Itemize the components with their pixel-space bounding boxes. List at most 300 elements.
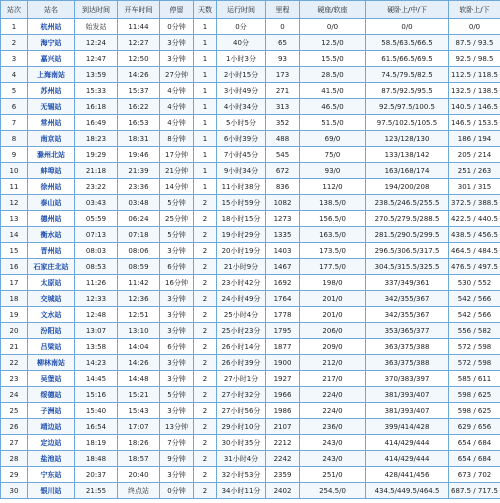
station-name[interactable] [28, 19, 75, 35]
stop-number: 25 [1, 403, 28, 419]
departure-time: 18:57 [118, 451, 160, 467]
station-name[interactable] [28, 131, 75, 147]
arrival-time: 12:24 [75, 35, 118, 51]
station-link[interactable]: 德州站 [40, 214, 62, 223]
day-number: 1 [194, 83, 217, 99]
day-number: 2 [194, 243, 217, 259]
stop-duration: 25分钟 [160, 211, 194, 227]
arrival-time: 12:48 [75, 307, 118, 323]
station-name[interactable] [28, 275, 75, 291]
running-time: 21小时9分 [217, 259, 266, 275]
departure-time: 08:06 [118, 243, 160, 259]
station-link[interactable]: 银川站 [40, 486, 62, 495]
table-row [1, 419, 500, 435]
stop-number: 3 [1, 51, 28, 67]
day-number: 2 [194, 435, 217, 451]
distance: 545 [266, 147, 300, 163]
table-row [1, 35, 500, 51]
station-link[interactable]: 吴堡站 [40, 374, 62, 383]
table-row [1, 19, 500, 35]
stop-number: 17 [1, 275, 28, 291]
stop-number: 30 [1, 483, 28, 499]
stop-number: 1 [1, 19, 28, 35]
station-link[interactable]: 绥德站 [40, 390, 62, 399]
table-row [1, 243, 500, 259]
hard-sleeper-fare: 74.5/79.5/82.5 [366, 67, 449, 83]
stop-number: 24 [1, 387, 28, 403]
table-row [1, 355, 500, 371]
day-number: 2 [194, 355, 217, 371]
hard-seat-fare: 251/0 [300, 467, 366, 483]
departure-time: 11:44 [118, 19, 160, 35]
day-number: 2 [194, 307, 217, 323]
departure-time: 终点站 [118, 483, 160, 499]
stop-number: 21 [1, 339, 28, 355]
day-number: 2 [194, 387, 217, 403]
arrival-time: 21:18 [75, 163, 118, 179]
station-link[interactable]: 海宁站 [40, 38, 62, 47]
arrival-time: 20:37 [75, 467, 118, 483]
running-time: 32小时53分 [217, 467, 266, 483]
arrival-time: 15:40 [75, 403, 118, 419]
running-time: 29小时10分 [217, 419, 266, 435]
table-row [1, 163, 500, 179]
soft-sleeper-fare: 112.5 / 118.5 [449, 67, 500, 83]
station-name[interactable] [28, 211, 75, 227]
arrival-time: 08:03 [75, 243, 118, 259]
day-number: 2 [194, 467, 217, 483]
hard-seat-fare: 212/0 [300, 355, 366, 371]
distance: 271 [266, 83, 300, 99]
hard-sleeper-fare: 353/365/377 [366, 323, 449, 339]
stop-duration: 9分钟 [160, 451, 194, 467]
distance: 93 [266, 51, 300, 67]
running-time: 31小时4分 [217, 451, 266, 467]
soft-sleeper-fare: 464.5 / 484.5 [449, 243, 500, 259]
table-row [1, 211, 500, 227]
departure-time: 20:40 [118, 467, 160, 483]
hard-seat-fare: 28.5/0 [300, 67, 366, 83]
station-name[interactable] [28, 419, 75, 435]
day-number: 2 [194, 227, 217, 243]
distance: 352 [266, 115, 300, 131]
distance: 1764 [266, 291, 300, 307]
station-name[interactable] [28, 355, 75, 371]
table-row [1, 83, 500, 99]
day-number: 1 [194, 67, 217, 83]
col-header: 到达时间 [75, 1, 118, 19]
day-number: 2 [194, 403, 217, 419]
station-name[interactable] [28, 67, 75, 83]
stop-number: 16 [1, 259, 28, 275]
hard-sleeper-fare: 194/200/208 [366, 179, 449, 195]
hard-seat-fare: 173.5/0 [300, 243, 366, 259]
stop-duration: 4分钟 [160, 99, 194, 115]
stop-duration: 16分钟 [160, 275, 194, 291]
hard-sleeper-fare: 304.5/315.5/325.5 [366, 259, 449, 275]
distance: 2242 [266, 451, 300, 467]
departure-time: 14:04 [118, 339, 160, 355]
arrival-time: 12:33 [75, 291, 118, 307]
stop-duration: 3分钟 [160, 51, 194, 67]
station-link[interactable]: 徐州站 [40, 182, 62, 191]
stop-number: 8 [1, 131, 28, 147]
hard-seat-fare: 51.5/0 [300, 115, 366, 131]
station-link[interactable]: 滁州北站 [37, 150, 65, 159]
station-link[interactable]: 南京站 [40, 134, 62, 143]
soft-sleeper-fare: 542 / 566 [449, 291, 500, 307]
stop-duration: 13分钟 [160, 419, 194, 435]
station-name[interactable] [28, 163, 75, 179]
station-link[interactable]: 宁东站 [40, 470, 62, 479]
running-time: 9小时34分 [217, 163, 266, 179]
soft-sleeper-fare: 87.5 / 93.5 [449, 35, 500, 51]
timetable-body [1, 19, 500, 499]
running-time: 34小时11分 [217, 483, 266, 499]
table-row [1, 227, 500, 243]
arrival-time: 23:22 [75, 179, 118, 195]
soft-sleeper-fare: 92.5 / 98.5 [449, 51, 500, 67]
hard-sleeper-fare: 363/375/388 [366, 339, 449, 355]
distance: 2359 [266, 467, 300, 483]
distance: 1778 [266, 307, 300, 323]
hard-sleeper-fare: 337/349/361 [366, 275, 449, 291]
hard-seat-fare: 112/0 [300, 179, 366, 195]
table-row [1, 259, 500, 275]
stop-number: 23 [1, 371, 28, 387]
running-time: 1小时3分 [217, 51, 266, 67]
stop-duration: 8分钟 [160, 131, 194, 147]
hard-sleeper-fare: 238.5/246.5/255.5 [366, 195, 449, 211]
running-time: 25小时4分 [217, 307, 266, 323]
distance: 1082 [266, 195, 300, 211]
table-row [1, 291, 500, 307]
running-time: 26小时39分 [217, 355, 266, 371]
station-name[interactable] [28, 147, 75, 163]
distance: 672 [266, 163, 300, 179]
stop-duration: 3分钟 [160, 371, 194, 387]
stop-duration: 3分钟 [160, 467, 194, 483]
col-header: 里程 [266, 1, 300, 19]
stop-duration: 0分钟 [160, 19, 194, 35]
running-time: 7小时45分 [217, 147, 266, 163]
station-name[interactable] [28, 339, 75, 355]
stop-duration: 3分钟 [160, 243, 194, 259]
station-link[interactable]: 上海南站 [37, 70, 65, 79]
station-link[interactable]: 泰山站 [40, 198, 62, 207]
station-name[interactable] [28, 99, 75, 115]
departure-time: 15:37 [118, 83, 160, 99]
soft-sleeper-fare: 598 / 625 [449, 387, 500, 403]
stop-number: 20 [1, 323, 28, 339]
stop-number: 5 [1, 83, 28, 99]
hard-seat-fare: 243/0 [300, 451, 366, 467]
hard-sleeper-fare: 370/383/397 [366, 371, 449, 387]
hard-seat-fare: 41.5/0 [300, 83, 366, 99]
station-name[interactable] [28, 435, 75, 451]
soft-sleeper-fare: 654 / 684 [449, 435, 500, 451]
arrival-time: 16:49 [75, 115, 118, 131]
arrival-time: 05:59 [75, 211, 118, 227]
stop-number: 10 [1, 163, 28, 179]
hard-seat-fare: 15.5/0 [300, 51, 366, 67]
day-number: 1 [194, 147, 217, 163]
station-link[interactable]: 子洲站 [40, 406, 62, 415]
stop-number: 29 [1, 467, 28, 483]
departure-time: 15:21 [118, 387, 160, 403]
table-row [1, 483, 500, 499]
hard-sleeper-fare: 434.5/449.5/464.5 [366, 483, 449, 499]
departure-time: 21:39 [118, 163, 160, 179]
station-name[interactable] [28, 179, 75, 195]
hard-seat-fare: 75/0 [300, 147, 366, 163]
soft-sleeper-fare: 301 / 315 [449, 179, 500, 195]
departure-time: 16:53 [118, 115, 160, 131]
day-number: 2 [194, 211, 217, 227]
stop-duration: 5分钟 [160, 387, 194, 403]
station-name[interactable] [28, 259, 75, 275]
departure-time: 12:50 [118, 51, 160, 67]
soft-sleeper-fare: 585 / 611 [449, 371, 500, 387]
table-row [1, 387, 500, 403]
soft-sleeper-fare: 673 / 702 [449, 467, 500, 483]
station-link[interactable]: 汾阳站 [40, 326, 62, 335]
station-name[interactable] [28, 387, 75, 403]
station-name[interactable] [28, 403, 75, 419]
running-time: 24小时49分 [217, 291, 266, 307]
stop-number: 12 [1, 195, 28, 211]
station-link[interactable]: 柳林南站 [37, 358, 65, 367]
hard-seat-fare: 138.5/0 [300, 195, 366, 211]
arrival-time: 21:55 [75, 483, 118, 499]
stop-number: 9 [1, 147, 28, 163]
col-header: 硬座/软座 [300, 1, 366, 19]
col-header: 停留 [160, 1, 194, 19]
soft-sleeper-fare: 530 / 552 [449, 275, 500, 291]
station-name[interactable] [28, 35, 75, 51]
col-header: 运行时间 [217, 1, 266, 19]
station-link[interactable]: 衡水站 [40, 230, 62, 239]
stop-duration: 17分钟 [160, 147, 194, 163]
arrival-time: 03:43 [75, 195, 118, 211]
stop-number: 28 [1, 451, 28, 467]
table-row [1, 147, 500, 163]
station-name[interactable] [28, 323, 75, 339]
distance: 65 [266, 35, 300, 51]
arrival-time: 08:53 [75, 259, 118, 275]
station-name[interactable] [28, 115, 75, 131]
table-row [1, 435, 500, 451]
hard-seat-fare: 254.5/0 [300, 483, 366, 499]
hard-sleeper-fare: 163/168/174 [366, 163, 449, 179]
distance: 313 [266, 99, 300, 115]
hard-seat-fare: 163.5/0 [300, 227, 366, 243]
table-row [1, 179, 500, 195]
stop-duration: 3分钟 [160, 323, 194, 339]
arrival-time: 15:33 [75, 83, 118, 99]
stop-number: 4 [1, 67, 28, 83]
station-name[interactable] [28, 483, 75, 499]
hard-sleeper-fare: 0/0 [366, 19, 449, 35]
soft-sleeper-fare: 146.5 / 153.5 [449, 115, 500, 131]
day-number: 2 [194, 323, 217, 339]
stop-duration: 3分钟 [160, 291, 194, 307]
station-name[interactable] [28, 467, 75, 483]
hard-sleeper-fare: 61.5/66.5/69.5 [366, 51, 449, 67]
station-link[interactable]: 无锡站 [40, 102, 62, 111]
station-name[interactable] [28, 291, 75, 307]
day-number: 1 [194, 115, 217, 131]
day-number: 1 [194, 131, 217, 147]
running-time: 27小时32分 [217, 387, 266, 403]
table-row [1, 131, 500, 147]
station-link[interactable]: 定边站 [40, 438, 62, 447]
soft-sleeper-fare: 422.5 / 440.5 [449, 211, 500, 227]
soft-sleeper-fare: 572 / 598 [449, 339, 500, 355]
hard-sleeper-fare: 92.5/97.5/100.5 [366, 99, 449, 115]
table-row [1, 467, 500, 483]
station-link[interactable]: 太原站 [40, 278, 62, 287]
station-link[interactable]: 常州站 [40, 118, 62, 127]
col-header: 硬卧上/中/下 [366, 1, 449, 19]
station-link[interactable]: 石家庄北站 [33, 262, 69, 271]
arrival-time: 07:13 [75, 227, 118, 243]
stop-number: 11 [1, 179, 28, 195]
soft-sleeper-fare: 687.5 / 717.5 [449, 483, 500, 499]
distance: 836 [266, 179, 300, 195]
stop-duration: 5分钟 [160, 227, 194, 243]
soft-sleeper-fare: 654 / 684 [449, 451, 500, 467]
distance: 2402 [266, 483, 300, 499]
table-row [1, 403, 500, 419]
hard-sleeper-fare: 414/429/444 [366, 435, 449, 451]
table-row [1, 195, 500, 211]
station-name[interactable] [28, 451, 75, 467]
hard-seat-fare: 46.5/0 [300, 99, 366, 115]
stop-number: 14 [1, 227, 28, 243]
station-link[interactable]: 蚌埠站 [40, 166, 62, 175]
station-link[interactable]: 晋州站 [40, 246, 62, 255]
stop-duration: 0分钟 [160, 483, 194, 499]
running-time: 4小时34分 [217, 99, 266, 115]
arrival-time: 18:23 [75, 131, 118, 147]
distance: 0 [266, 19, 300, 35]
distance: 1403 [266, 243, 300, 259]
day-number: 2 [194, 275, 217, 291]
table-row [1, 275, 500, 291]
station-name[interactable] [28, 307, 75, 323]
distance: 1335 [266, 227, 300, 243]
col-header: 软卧上/下 [449, 1, 500, 19]
arrival-time: 14:23 [75, 355, 118, 371]
departure-time: 03:48 [118, 195, 160, 211]
soft-sleeper-fare: 140.5 / 146.5 [449, 99, 500, 115]
running-time: 19小时29分 [217, 227, 266, 243]
arrival-time: 19:29 [75, 147, 118, 163]
running-time: 3小时49分 [217, 83, 266, 99]
running-time: 26小时14分 [217, 339, 266, 355]
distance: 1986 [266, 403, 300, 419]
hard-sleeper-fare: 381/393/407 [366, 387, 449, 403]
hard-seat-fare: 243/0 [300, 435, 366, 451]
distance: 488 [266, 131, 300, 147]
table-row [1, 339, 500, 355]
distance: 1900 [266, 355, 300, 371]
day-number: 1 [194, 51, 217, 67]
hard-sleeper-fare: 281.5/290.5/299.5 [366, 227, 449, 243]
distance: 1927 [266, 371, 300, 387]
station-link[interactable]: 杭州站 [40, 22, 62, 31]
table-row [1, 451, 500, 467]
hard-seat-fare: 0/0 [300, 19, 366, 35]
station-name[interactable] [28, 83, 75, 99]
stop-duration: 3分钟 [160, 307, 194, 323]
departure-time: 17:07 [118, 419, 160, 435]
table-row [1, 99, 500, 115]
departure-time: 11:42 [118, 275, 160, 291]
station-name[interactable] [28, 371, 75, 387]
arrival-time: 13:58 [75, 339, 118, 355]
stop-number: 15 [1, 243, 28, 259]
station-link[interactable]: 文水站 [40, 310, 62, 319]
running-time: 23小时42分 [217, 275, 266, 291]
table-row [1, 371, 500, 387]
day-number: 2 [194, 339, 217, 355]
soft-sleeper-fare: 542 / 566 [449, 307, 500, 323]
stop-number: 2 [1, 35, 28, 51]
arrival-time: 始发站 [75, 19, 118, 35]
hard-seat-fare: 156.5/0 [300, 211, 366, 227]
stop-duration: 3分钟 [160, 403, 194, 419]
day-number: 2 [194, 419, 217, 435]
running-time: 27小时56分 [217, 403, 266, 419]
station-link[interactable]: 苏州站 [40, 86, 62, 95]
station-name[interactable] [28, 243, 75, 259]
arrival-time: 16:54 [75, 419, 118, 435]
day-number: 1 [194, 35, 217, 51]
stop-duration: 6分钟 [160, 259, 194, 275]
day-number: 2 [194, 195, 217, 211]
arrival-time: 12:47 [75, 51, 118, 67]
running-time: 5小时5分 [217, 115, 266, 131]
running-time: 6小时39分 [217, 131, 266, 147]
running-time: 18小时15分 [217, 211, 266, 227]
station-link[interactable]: 嘉兴站 [40, 54, 62, 63]
departure-time: 14:26 [118, 355, 160, 371]
station-name[interactable] [28, 227, 75, 243]
hard-seat-fare: 201/0 [300, 307, 366, 323]
station-link[interactable]: 靖边站 [40, 422, 62, 431]
col-header: 站名 [28, 1, 75, 19]
running-time: 11小时38分 [217, 179, 266, 195]
day-number: 2 [194, 451, 217, 467]
hard-sleeper-fare: 270.5/279.5/288.5 [366, 211, 449, 227]
station-name[interactable] [28, 51, 75, 67]
table-row [1, 67, 500, 83]
departure-time: 18:31 [118, 131, 160, 147]
hard-sleeper-fare: 97.5/102.5/105.5 [366, 115, 449, 131]
hard-seat-fare: 209/0 [300, 339, 366, 355]
station-name[interactable] [28, 195, 75, 211]
station-link[interactable]: 交城站 [40, 294, 62, 303]
soft-sleeper-fare: 629 / 656 [449, 419, 500, 435]
arrival-time: 15:16 [75, 387, 118, 403]
station-link[interactable]: 盐池站 [40, 454, 62, 463]
station-link[interactable]: 吕梁站 [40, 342, 62, 351]
hard-sleeper-fare: 414/429/444 [366, 451, 449, 467]
soft-sleeper-fare: 572 / 598 [449, 355, 500, 371]
stop-duration: 4分钟 [160, 83, 194, 99]
